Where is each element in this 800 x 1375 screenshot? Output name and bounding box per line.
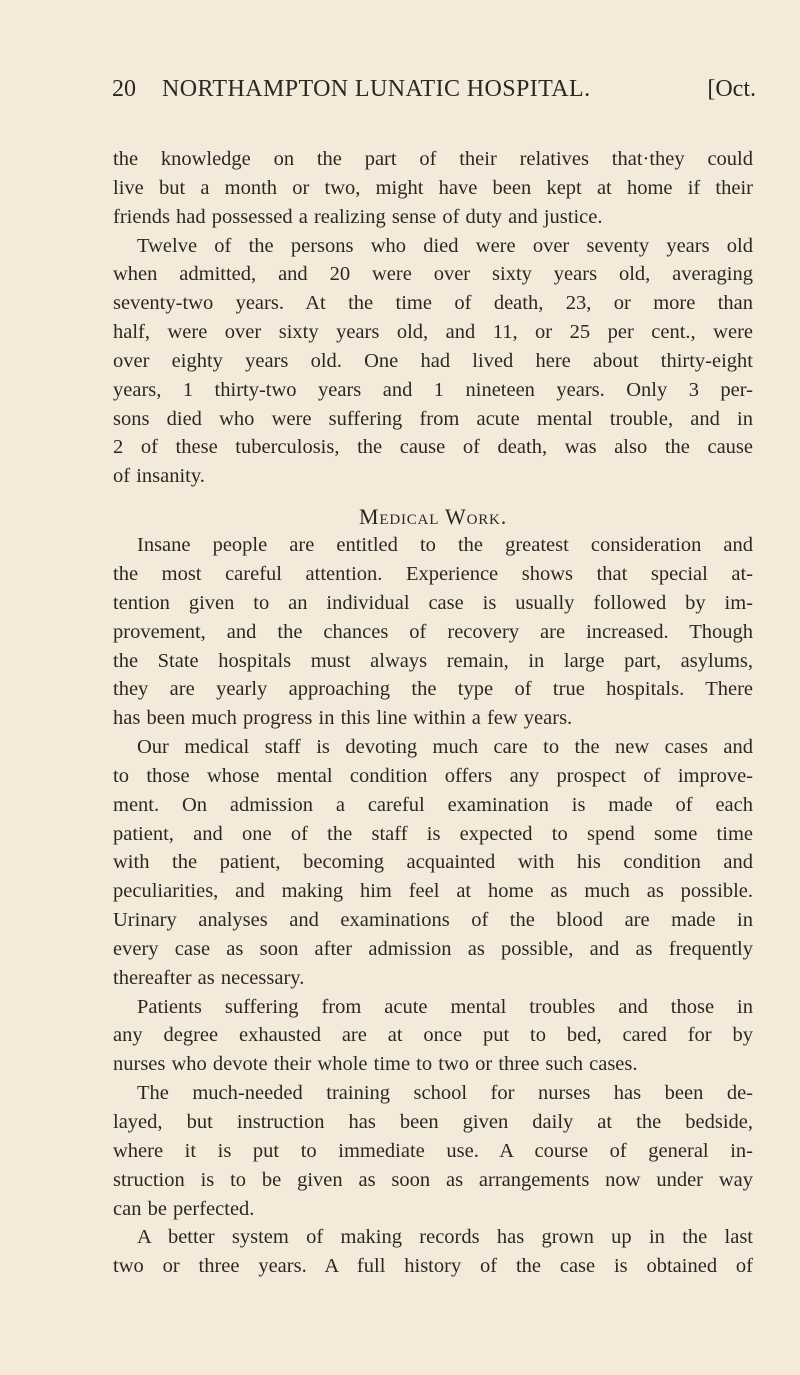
text-line: nurses who devote their whole time to two or three such cases. [113, 1053, 638, 1076]
page-number: 20 [112, 76, 136, 102]
paragraph [113, 145, 753, 232]
text-line: tention given to an individual case is usually followed by im- [113, 591, 753, 614]
paragraph [113, 1079, 753, 1223]
text-before-heading [113, 145, 753, 491]
text-line: live but a month or two, might have been kept at home if their [113, 176, 753, 199]
text-line: every case as soon after admission as possible, and as frequently [113, 937, 753, 960]
text-line: they are yearly approaching the type of true hospitals. There [113, 678, 753, 701]
text-line: Urinary analyses and examinations of the blood are made in [113, 909, 753, 932]
text-line: when admitted, and 20 were over sixty years old, averaging [113, 263, 753, 286]
text-line: the most careful attention. Experience shows that special at- [113, 562, 753, 585]
text-line: with the patient, becoming acquainted with his condition and [113, 851, 753, 874]
text-line: Twelve of the persons who died were over seventy years old [137, 234, 753, 257]
section-heading: Medical Work. [359, 504, 507, 530]
text-line: has been much progress in this line within a few years. [113, 707, 573, 730]
page-body [113, 145, 753, 1281]
text-line: provement, and the chances of recovery are increased. Though [113, 620, 753, 643]
text-line: can be perfected. [113, 1197, 255, 1220]
text-line: 2 of these tuberculosis, the cause of death, was also the cause [113, 436, 753, 459]
running-title: NORTHAMPTON LUNATIC HOSPITAL. [162, 76, 591, 102]
text-line: Our medical staff is devoting much care to the new cases and [137, 736, 753, 759]
paragraph [113, 733, 753, 993]
text-line: patient, and one of the staff is expected to spend some time [113, 822, 753, 845]
text-line: sons died who were suffering from acute mental trouble, and in [113, 407, 753, 430]
text-line: Patients suffering from acute mental troubles and those in [137, 995, 753, 1018]
paragraph [113, 531, 753, 733]
running-date: [Oct. [707, 76, 756, 102]
paragraph [113, 232, 753, 492]
text-line: friends had possessed a realizing sense of duty and justice. [113, 205, 603, 228]
text-line: seventy-two years. At the time of death, 23, or more than [113, 292, 753, 315]
text-line: struction is to be given as soon as arrangements now under way [113, 1168, 753, 1191]
text-line: ment. On admission a careful examination is made of each [113, 793, 753, 816]
text-line: any degree exhausted are at once put to bed, cared for by [113, 1024, 753, 1047]
text-line: A better system of making records has grown up in the last [137, 1226, 753, 1249]
text-after-heading [113, 531, 753, 1281]
text-line: Insane people are entitled to the greatest consideration and [137, 534, 753, 557]
text-line: over eighty years old. One had lived here about thirty-eight [113, 349, 753, 372]
text-line: to those whose mental condition offers any prospect of improve- [113, 764, 753, 787]
text-line: the knowledge on the part of their relatives that·they could [113, 148, 753, 170]
text-line: the State hospitals must always remain, in large part, asylums, [113, 649, 753, 672]
paragraph [113, 1223, 753, 1281]
text-line: peculiarities, and making him feel at home as much as possible. [113, 880, 753, 903]
text-line: years, 1 thirty-two years and 1 nineteen years. Only 3 per- [113, 378, 753, 401]
text-line: where it is put to immediate use. A course of general in- [113, 1139, 753, 1162]
text-line: layed, but instruction has been given daily at the bedside, [113, 1111, 753, 1133]
running-header [112, 76, 756, 110]
text-line: of insanity. [113, 465, 205, 488]
text-line: The much-needed training school for nurses has been de- [137, 1082, 753, 1105]
text-line: half, were over sixty years old, and 11, or 25 per cent., were [113, 321, 753, 344]
text-line: two or three years. A full history of the case is obtained of [113, 1255, 753, 1278]
text-line: thereafter as necessary. [113, 966, 305, 989]
paragraph [113, 993, 753, 1080]
